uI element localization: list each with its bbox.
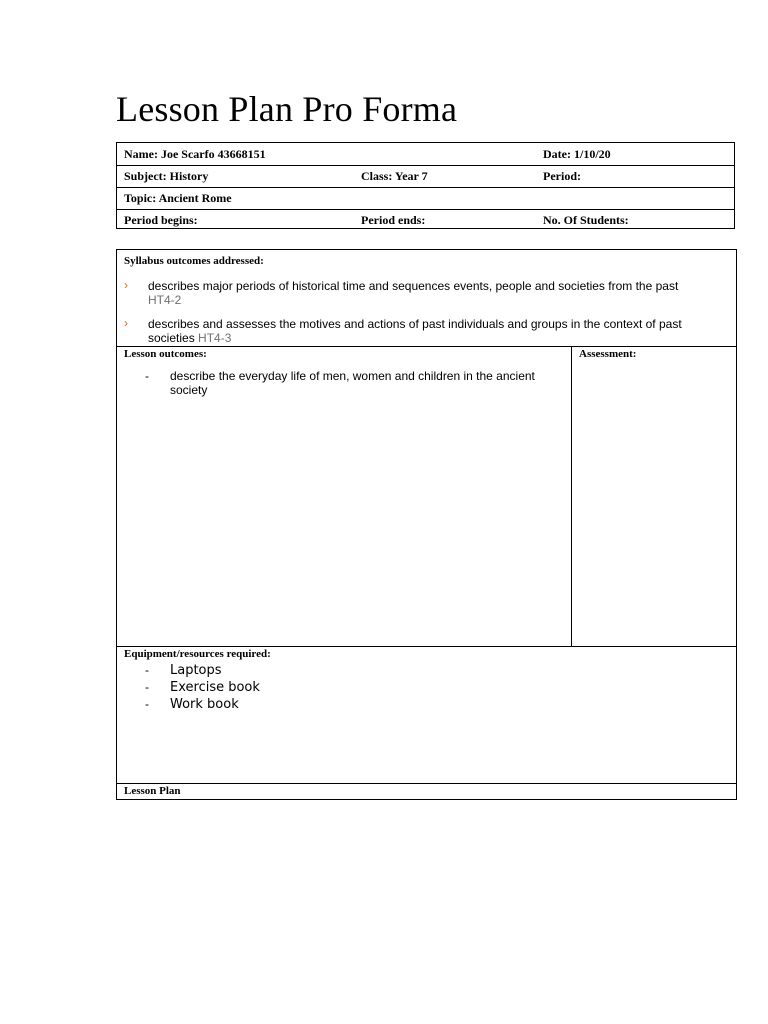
dash-bullet: - xyxy=(145,369,149,383)
class-field: Class: Year 7 xyxy=(361,169,428,183)
syllabus-item xyxy=(124,317,726,347)
divider xyxy=(117,646,736,647)
lesson-plan-label: Lesson Plan xyxy=(124,785,181,797)
divider xyxy=(117,346,736,347)
syllabus-item-text: describes major periods of historical time and sequences events, people and societies from the past xyxy=(148,279,679,293)
divider xyxy=(117,783,736,784)
header-row-topic xyxy=(117,187,734,210)
equipment-item-text: Laptops xyxy=(170,663,222,678)
chevron-right-icon: › xyxy=(124,278,128,292)
column-divider xyxy=(571,346,572,646)
equipment-item-text: Work book xyxy=(170,697,239,712)
equipment-label: Equipment/resources required: xyxy=(124,648,271,660)
topic-field: Topic: Ancient Rome xyxy=(124,191,232,205)
assessment-label: Assessment: xyxy=(579,348,637,360)
date-field: Date: 1/10/20 xyxy=(543,147,611,161)
period-begins-field: Period begins: xyxy=(124,213,198,227)
header-row-name xyxy=(117,143,734,166)
dash-bullet: - xyxy=(145,680,149,694)
syllabus-item-code: HT4-3 xyxy=(198,331,232,345)
syllabus-item xyxy=(124,279,726,309)
page-title: Lesson Plan Pro Forma xyxy=(116,89,458,129)
dash-bullet: - xyxy=(145,697,149,711)
syllabus-item-code: HT4-2 xyxy=(148,293,182,307)
period-ends-field: Period ends: xyxy=(361,213,426,227)
header-row-subject xyxy=(117,165,734,188)
chevron-right-icon: › xyxy=(124,316,128,330)
header-row-period xyxy=(117,209,734,231)
lesson-table xyxy=(116,249,737,800)
outcome-text: describe the everyday life of men, women and children in the ancient society xyxy=(170,369,535,397)
equipment-item-text: Exercise book xyxy=(170,680,260,695)
syllabus-label: Syllabus outcomes addressed: xyxy=(124,255,264,267)
header-table xyxy=(116,142,735,229)
outcome-item xyxy=(145,369,565,399)
no-students-field: No. Of Students: xyxy=(543,213,629,227)
syllabus-item-text: describes and assesses the motives and actions of past individuals and groups in the context of past societies xyxy=(148,317,682,345)
dash-bullet: - xyxy=(145,663,149,677)
name-field: Name: Joe Scarfo 43668151 xyxy=(124,147,266,161)
lesson-outcomes-label: Lesson outcomes: xyxy=(124,348,207,360)
subject-field: Subject: History xyxy=(124,169,209,183)
period-field: Period: xyxy=(543,169,581,183)
